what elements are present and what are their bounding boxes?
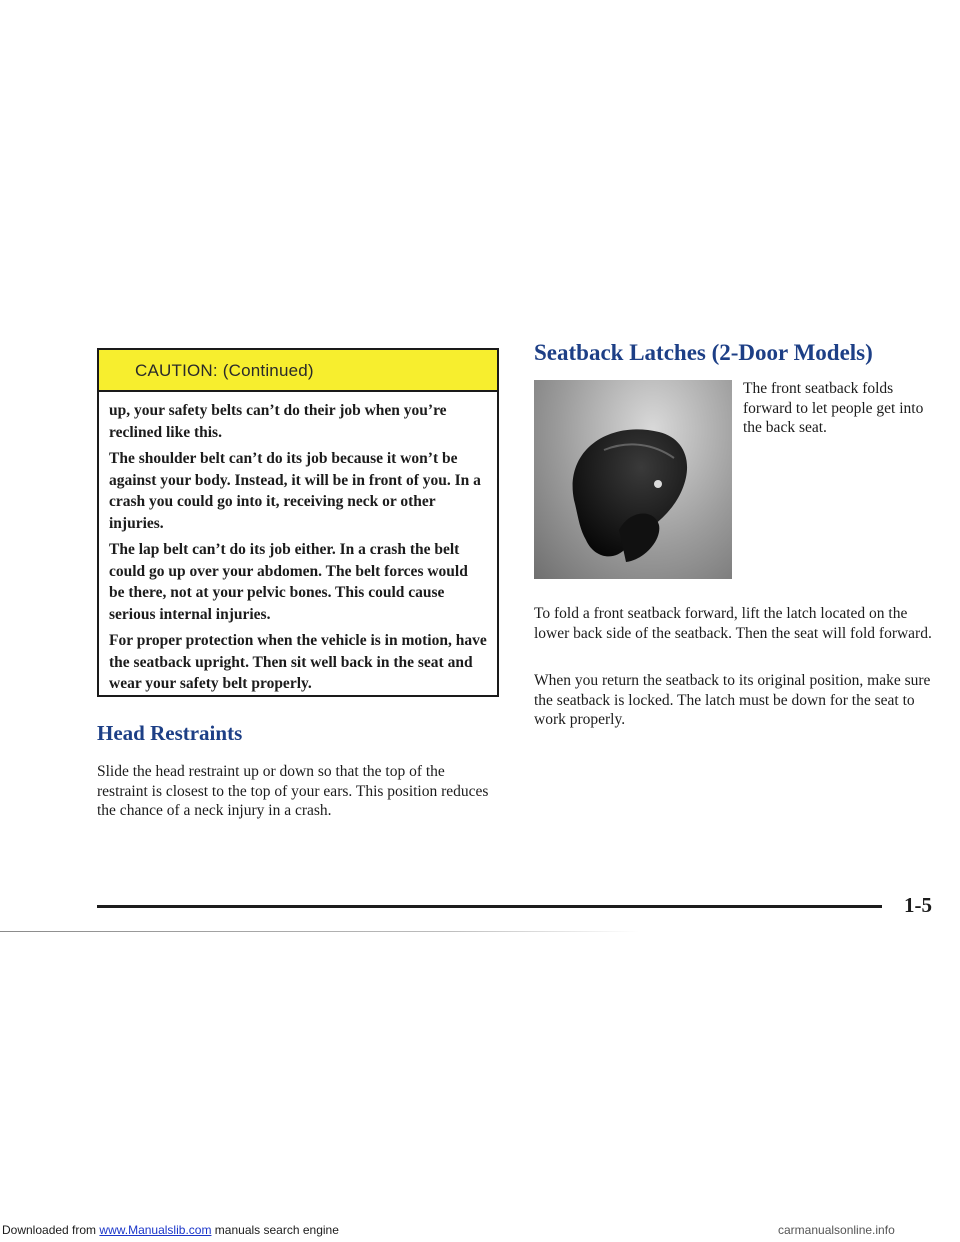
- page-number: 1-5: [904, 893, 932, 917]
- footer-prefix: Downloaded from: [2, 1223, 97, 1237]
- caution-title: CAUTION: (Continued): [135, 361, 314, 380]
- head-restraints-heading: Head Restraints: [97, 721, 243, 745]
- seatback-paragraph: To fold a front seatback forward, lift the latch located on the lower back side of the seatback. Then the seat will fold forward.: [534, 605, 932, 642]
- scan-edge-rule: [0, 931, 640, 932]
- caution-paragraph: The shoulder belt can’t do its job because it won’t be against your body. Instead, it will be in front of you. In a crash you could go into it, receiving neck or other injuries.: [109, 450, 481, 532]
- caution-paragraph: The lap belt can’t do its job either. In a crash the belt could go up over your abdomen. The belt forces would be there, not at your pelvic bones. This could cause serious internal injuries.: [109, 541, 468, 623]
- seatback-paragraph: When you return the seatback to its original position, make sure the seatback is locked. The latch must be down for the seat to work properly.: [534, 672, 931, 728]
- footer-rule: [97, 905, 882, 908]
- head-restraints-text: Slide the head restraint up or down so that the top of the restraint is closest to the top of your ears. This position reduces the chance of a neck injury in a crash.: [97, 763, 489, 819]
- caution-paragraph: For proper protection when the vehicle is in motion, have the seatback upright. Then sit well back in the seat and wear your safety belt properly.: [109, 632, 487, 692]
- download-footer: [2, 1223, 339, 1237]
- caution-paragraph: up, your safety belts can’t do their job when you’re reclined like this.: [109, 402, 447, 441]
- watermark-text: carmanualsonline.info: [778, 1223, 895, 1237]
- caution-box: [97, 348, 499, 697]
- caution-header: [99, 350, 497, 392]
- latch-illustration: [534, 380, 732, 579]
- caution-body: [109, 400, 487, 700]
- footer-suffix: manuals search engine: [214, 1223, 339, 1237]
- manualslib-link[interactable]: www.Manualslib.com: [99, 1223, 212, 1237]
- seatback-photo-caption: The front seatback folds forward to let people get into the back seat.: [743, 380, 924, 436]
- seatback-latches-heading: Seatback Latches (2-Door Models): [534, 340, 873, 365]
- seatback-latch-photo: [534, 380, 732, 579]
